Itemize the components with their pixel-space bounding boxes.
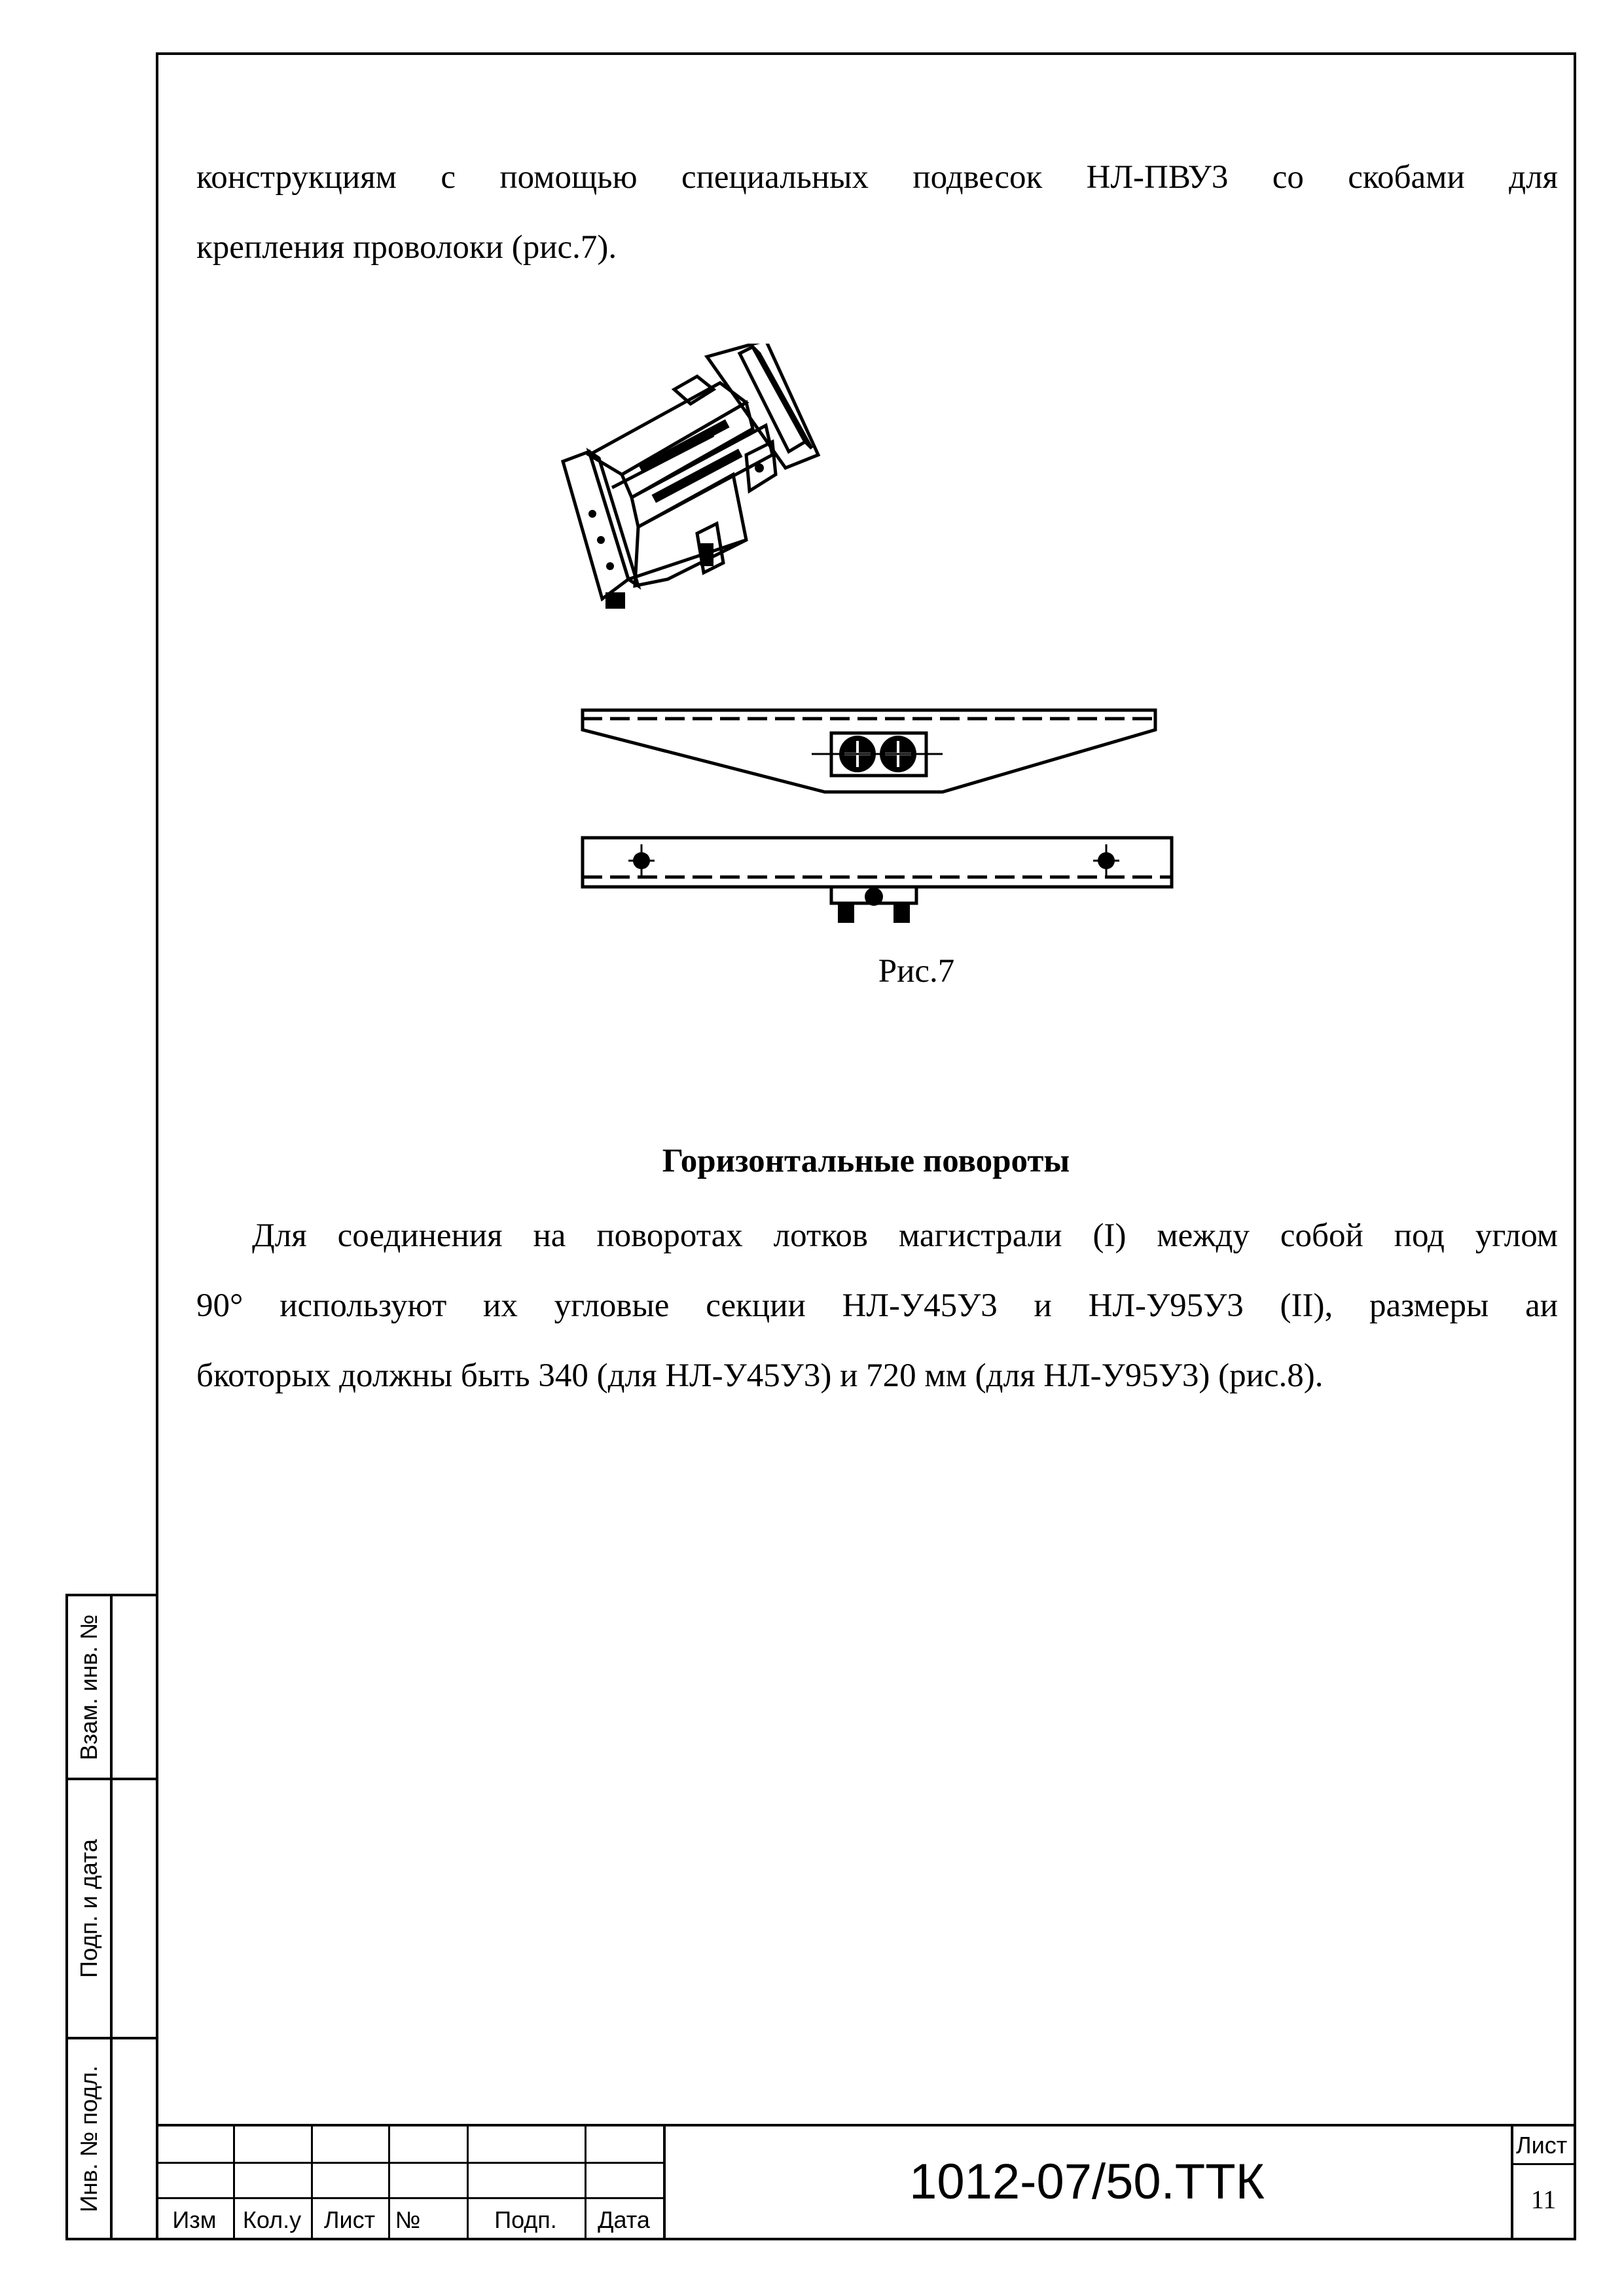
side-stamp-replace-inv xyxy=(65,1594,156,1780)
side-stamp-replace-inv-label: Взам. инв. № xyxy=(75,1613,102,1761)
side-stamp-sign-date xyxy=(65,1778,156,2039)
title-block-col-change: Изм xyxy=(172,2206,217,2233)
sheet-number: 11 xyxy=(1530,2185,1557,2214)
title-block-col-doc: № xyxy=(395,2206,421,2233)
paragraph-1-line-1: конструкциям с помощью специальных подвесок НЛ-ПВУ3 со скобами для xyxy=(196,159,1558,196)
sheet-label: Лист xyxy=(1516,2132,1568,2159)
figure-7-top-view xyxy=(576,831,1178,929)
paragraph-2-line-3: бкоторых должны быть 340 (для НЛ-У45У3) и 720 мм (для НЛ-У95У3) (рис.8). xyxy=(196,1357,1324,1394)
title-block-col-date: Дата xyxy=(598,2206,650,2233)
side-stamp-inv-orig xyxy=(65,2037,156,2240)
side-stamp-inv-orig-label: Инв. № подл. xyxy=(75,2065,102,2212)
paragraph-2-line-2: 90° используют их угловые секции НЛ-У45У3 и НЛ-У95У3 (II), размеры аи xyxy=(196,1287,1558,1324)
paragraph-2-line-1: Для соединения на поворотах лотков магистрали (I) между собой под углом xyxy=(252,1217,1558,1254)
figure-7-front-view xyxy=(576,700,1159,798)
section-heading: Горизонтальные повороты xyxy=(662,1143,1070,1179)
title-block-col-sheet: Лист xyxy=(323,2206,376,2233)
paragraph-1-line-2: крепления проволоки (рис.7). xyxy=(196,229,617,266)
title-block-col-sign: Подп. xyxy=(494,2206,557,2233)
figure-7-isometric-drawing xyxy=(550,344,916,645)
figure-7-caption: Рис.7 xyxy=(878,953,955,990)
side-stamp-sign-date-label: Подп. и дата xyxy=(75,1839,102,1979)
title-block-col-qty: Кол.у xyxy=(242,2206,302,2233)
document-code: 1012-07/50.ТТК xyxy=(909,2154,1265,2210)
title-block xyxy=(156,2124,1576,2240)
